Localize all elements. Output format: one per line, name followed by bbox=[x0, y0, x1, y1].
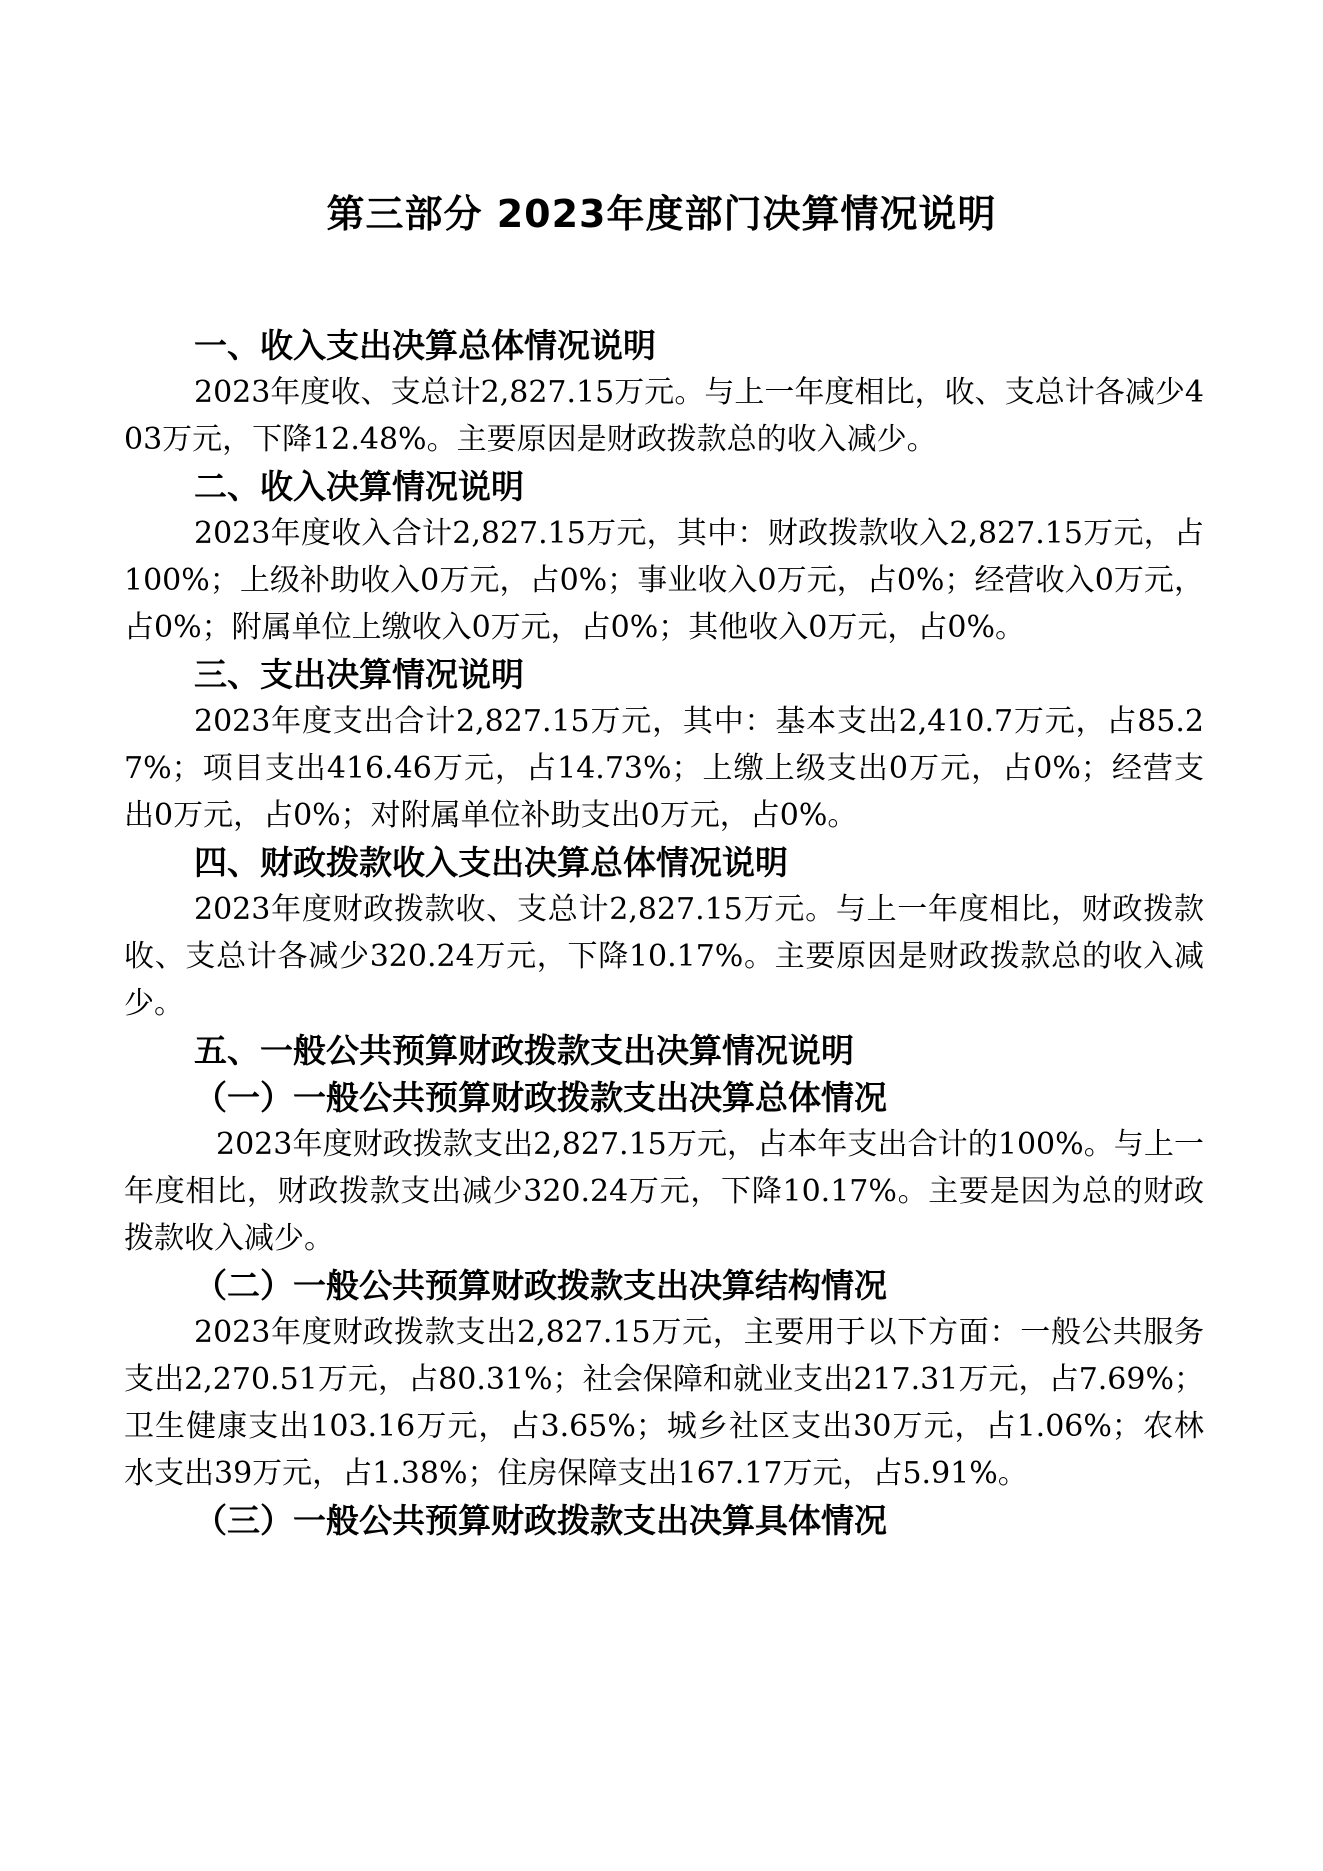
subsection-heading-5-1: （一）一般公共预算财政拨款支出决算总体情况 bbox=[194, 1078, 887, 1117]
subsection-paragraph-5-1: 2023年度财政拨款支出2,827.15万元，占本年支出合计的100%。与上一年度相比，财政拨款支出减少320.24万元，下降10.17%。主要是因为总的财政拨款收入减少。 bbox=[124, 1127, 1204, 1256]
document-body bbox=[124, 322, 1204, 1544]
section-paragraph-4: 2023年度财政拨款收、支总计2,827.15万元。与上一年度相比，财政拨款收、支总计各减少320.24万元，下降10.17%。主要原因是财政拨款总的收入减少。 bbox=[124, 892, 1204, 1021]
subsection-paragraph-5-2: 2023年度财政拨款支出2,827.15万元，主要用于以下方面：一般公共服务支出2,270.51万元，占80.31%；社会保障和就业支出217.31万元，占7.69%；卫生健康支出103.16万元，占3.65%；城乡社区支出30万元，占1.06%；农林水支出39万元，占1.38%；住房保障支出167.17万元，占5.91%。 bbox=[124, 1315, 1204, 1491]
section-heading-1: 一、收入支出决算总体情况说明 bbox=[194, 326, 656, 365]
section-paragraph-2: 2023年度收入合计2,827.15万元，其中：财政拨款收入2,827.15万元，占100%；上级补助收入0万元，占0%；事业收入0万元，占0%；经营收入0万元，占0%；附属单位上缴收入0万元，占0%；其他收入0万元，占0%。 bbox=[124, 516, 1204, 645]
section-paragraph-3: 2023年度支出合计2,827.15万元，其中：基本支出2,410.7万元，占85.27%；项目支出416.46万元，占14.73%；上缴上级支出0万元，占0%；经营支出0万元，占0%；对附属单位补助支出0万元，占0%。 bbox=[124, 704, 1204, 833]
section-heading-3: 三、支出决算情况说明 bbox=[194, 655, 524, 694]
section-heading-2: 二、收入决算情况说明 bbox=[194, 467, 524, 506]
section-paragraph-1: 2023年度收、支总计2,827.15万元。与上一年度相比，收、支总计各减少403万元，下降12.48%。主要原因是财政拨款总的收入减少。 bbox=[124, 375, 1204, 457]
section-heading-4: 四、财政拨款收入支出决算总体情况说明 bbox=[194, 843, 788, 882]
subsection-heading-5-2: （二）一般公共预算财政拨款支出决算结构情况 bbox=[194, 1266, 887, 1305]
subsection-heading-5-3: （三）一般公共预算财政拨款支出决算具体情况 bbox=[194, 1501, 887, 1540]
page-title: 第三部分 2023年度部门决算情况说明 bbox=[326, 192, 997, 236]
section-heading-5: 五、一般公共预算财政拨款支出决算情况说明 bbox=[194, 1031, 854, 1070]
